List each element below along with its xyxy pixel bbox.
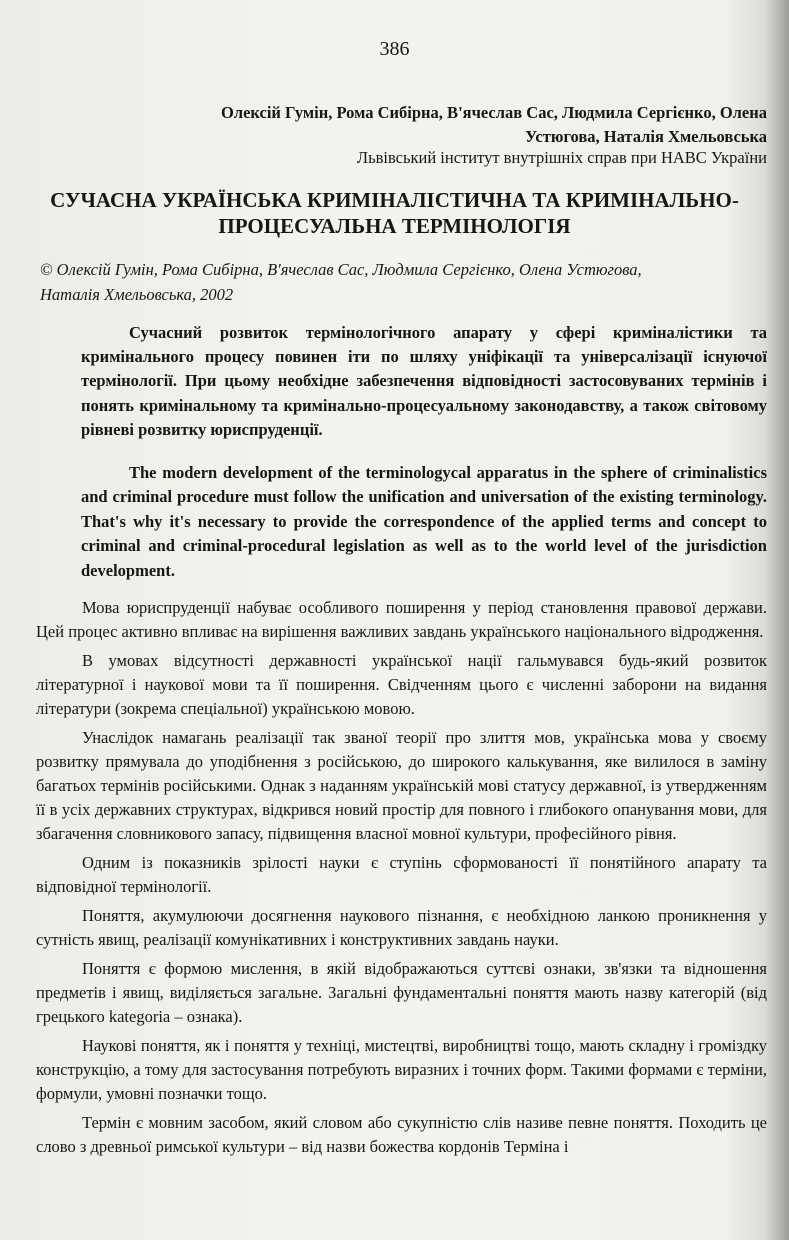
abstract-ukrainian: Сучасний розвиток термінологічного апарату у сфері криміналістики та кримінального процесу повинен іти по шляху уніфікації та універсалізації існуючої термінології. При цьому необхідне забезпечення відповідності застосовуваних термінів і понять кримінальному та кримінально-процесуальному законодавству, а також світовому рівневі розвитку юриспруденції. [81, 323, 767, 439]
body-paragraph: Одним із показників зрілості науки є ступінь сформованості її понятійного апарату та відповідної термінології. [36, 853, 767, 896]
body-paragraph: Наукові поняття, як і поняття у техніці, мистецтві, виробництві тощо, мають складну і громіздку конструкцію, а тому для застосування потребують виразних і точних форм. Такими формами є терміни, формули, умовні позначки тощо. [36, 1036, 767, 1103]
authors-line-2: Устюгова, Наталія Хмельовська [525, 127, 767, 146]
article-body [36, 596, 767, 1164]
copyright-line-2: Наталія Хмельовська, 2002 [40, 285, 234, 304]
body-paragraph: Термін є мовним засобом, який словом або сукупністю слів називе певне поняття. Походить це слово з древньої римської культури – від назви божества кордонів Терміна і [36, 1113, 767, 1156]
body-paragraph: В умовах відсутності державності української нації гальмувався будь-який розвиток літературної і наукової мови та її поширення. Свідченням цього є численні заборони на видання літератури (зокрема спеціальної) українською мовою. [36, 651, 767, 718]
authors [120, 101, 767, 149]
authors-line-1: Олексій Гумін, Рома Сибірна, В'ячеслав Сас, Людмила Сергієнко, Олена [220, 103, 767, 122]
copyright-notice [40, 257, 767, 307]
title-line-2: ПРОЦЕСУАЛЬНА ТЕРМІНОЛОГІЯ [218, 214, 571, 238]
article-title [30, 187, 759, 239]
title-line-1: СУЧАСНА УКРАЇНСЬКА КРИМІНАЛІСТИЧНА ТА КРИМІНАЛЬНО- [50, 188, 739, 212]
page-number: 386 [379, 38, 410, 60]
affiliation: Львівський інститут внутрішніх справ при НАВС України [356, 148, 767, 167]
body-paragraph: Поняття, акумулюючи досягнення наукового пізнання, є необхідною ланкою проникнення у сутність явищ, реалізації комунікативних і конструктивних завдань науки. [36, 906, 767, 949]
abstract-english: The modern development of the terminologycal apparatus in the sphere of criminalistics and criminal procedure must follow the unification and universation of the existing terminology. That's why it's necessary to provide the correspondence of the applied terms and concept to criminal and criminal-procedural legislation as well as to the world level of the jurisdiction development. [81, 463, 767, 580]
body-paragraph: Мова юриспруденції набуває особливого поширення у період становлення правової держави. Цей процес активно впливає на вирішення важливих завдань українського національного відродження. [36, 598, 767, 641]
body-paragraph: Поняття є формою мислення, в якій відображаються суттєві ознаки, зв'язки та відношення предметів і явищ, виділяється загальне. Загальні фундаментальні поняття мають назву категорій (від грецького kategoria – ознака). [36, 959, 767, 1026]
body-paragraph: Унаслідок намагань реалізації так званої теорії про злиття мов, українська мова у своєму розвитку прямувала до уподібнення з російською, до широкого калькування, яке вилилося в заміну багатьох термінів російськими. Однак з наданням українській мові статусу державної, із утвердженням її в усіх державних структурах, відкрився новий простір для повного і глибокого опанування мови, для збагачення словникового запасу, підвищення власної мовної культури, професійного рівня. [36, 728, 767, 843]
copyright-line-1: © Олексій Гумін, Рома Сибірна, В'ячеслав Сас, Людмила Сергієнко, Олена Устюгова, [40, 260, 642, 279]
